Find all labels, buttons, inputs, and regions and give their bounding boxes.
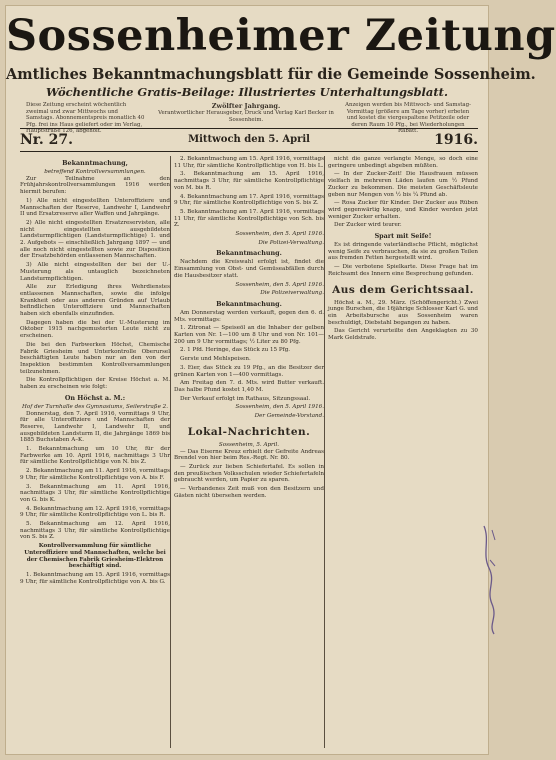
paragraph: — Zurück zur lieben Schiefertafel. Es sollen in den preußischen Volksschulen wieder Schiefertafeln gebraucht werden, um Papier zu sparen. [174,463,324,484]
paragraph: Das Gericht verurteilte den Angeklagten zu 30 Mark Geldstrafe. [328,328,478,342]
paragraph: 3. Eier, das Stück zu 19 Pfg., an die Besitzer der grünen Karten von 1—400 vormittags. [174,364,324,378]
issue-number: Nr. 27. [20,132,73,148]
paragraph: — Verbandenes Zeit muß von den Besitzern und Gästen nicht übersehen werden. [174,486,324,499]
article-heading: Bekanntmachung. [216,299,282,308]
paragraph: 1. Zitronat — Speiseöl an die Inhaber der gelben Karten von Nr. 1—100 um 8 Uhr und von Nr. 101—200 um 9 Uhr vormittags; ½ Liter zu 80 Pfg. [174,325,324,345]
top-rule [20,128,478,129]
paragraph: 5. Bekanntmachung am 12. April 1916, nachmittags 3 Uhr, für sämtliche Kontrollpflichtige von S. bis Z. [20,521,170,541]
paragraph: nicht die ganze verlangte Menge, so doch eine geringere unbedingt abgeben müßten. [328,156,478,169]
paragraph: Gerste und Mehlspeisen. [180,356,251,363]
signature-authority: Die Polizei-Verwaltung. [258,239,324,246]
paragraph: Zur Teilnahme an den Frühjahrskontrollversammlungen 1916 werden hiermit berufen: [20,175,170,196]
newspaper-page [6,6,556,754]
paragraph-bold: Kontrollversammlung für sämtliche Unteroffiziere und Mannschaften, welche bei der Chemischen Fabrik Griesheim-Elektron beschäftigt sind. [24,543,166,570]
paragraph: Am Freitag den 7. d. Mts. wird Butter verkauft. Das halbe Pfund kostet 1,40 M. [174,380,324,393]
paragraph: 1) Alle nicht eingestellten Unteroffiziere und Mannschaften der Reserve, Landwehr I, Landwehr II und Ersatzreserve aller Waffen und Jahrgänge. [20,197,170,218]
subtitle: Amtliches Bekanntmachungsblatt für die Gemeinde Sossenheim. [6,66,536,83]
paragraph: 4. Bekanntmachung am 17. April 1916, vormittags 9 Uhr, für sämtliche Kontrollpflichtige von S. bis Z. [174,193,324,207]
paragraph: 2. Bekanntmachung am 15. April 1916, vormittags 11 Uhr, für sämtliche Kontrollpflichtige von H. bis L. [174,156,324,169]
paragraph: 3. Bekanntmachung am 11. April 1916, nachmittags 3 Uhr, für sämtliche Kontrollpflichtige von G. bis K. [20,483,170,503]
paragraph: — Die verbotene Spielkarte. Diese Frage hat im Reichsamt des Innern eine Besprechung gefunden. [328,264,478,277]
article-heading: Spart mit Seife! [374,232,432,241]
paragraph: 1. Bekanntmachung um 10 Uhr, für der Farbwerke am 10. April 1916, nachmittags 3 Uhr für sämtliche Kontrollpflichtige von N. bis Z. [20,446,170,466]
paragraph: 2. Bekanntmachung am 11. April 1916, vormittags 9 Uhr, für sämtliche Kontrollpflichtige von A. bis F. [20,468,170,481]
paragraph: 2) Alle nicht eingestellten Ersatzreservisten, alle nicht eingestellten ausgebildeten Landsturmpflichtigen (Landsturmpflichtige) 1. und 2. Aufgebots — einschließlich Jahrgang 1897 — und alle noch nicht eingestellten sowie zur Disposition der Ersatzbehörden entlassenen Mannschaften. [20,219,170,260]
paragraph: Nachdem die Kreiswahl erfolgt ist, findet die Einsammlung von Obst- und Gemüseabfällen durch die Hausbesitzer statt. [174,259,324,279]
bottom-rule [20,151,478,152]
paragraph: — Rosa Zucker für Kinder. Der Zucker aus Rüben wird gegenwärtig knapp, und Kinder werden jetzt weniger Zucker erhalten. [328,200,478,220]
article-subheading: betreffend Kontrollversammlungen. [44,169,146,175]
signature-date: Sossenheim, den 5. April 1916. [235,281,324,288]
dateline [20,131,478,149]
paragraph: — In der Zucker-Zeit! Die Hausfrauen müssen vielfach in mehreren Läden laufen um ½ Pfund Zucker zu bekommen. Die meisten Geschäftsleute geben nur Mengen von ½ bis ¼ Pfund ab. [328,171,478,198]
section-heading-court: Aus dem Gerichtssaal. [332,283,474,296]
signature-date: Sossenheim, den 5. April 1916. [235,404,324,411]
paragraph: Die Kontrollpflichtigen der Kreise Höchst a. M. haben zu erscheinen wie folgt: [20,377,170,391]
paragraph: Die bei den Farbwerken Höchst, Chemische Fabrik Griesheim und Unterkontrolle Oberursel beschäftigten Leute haben nur an den von der Inspektion bestimmten Kontrollversammlungen teilzunehmen. [20,341,170,375]
column-divider [324,156,325,748]
paragraph: Am Donnerstag werden verkauft, gegen den 6. d. Mts. vormittags: [174,309,324,323]
issue-year: 1916. [434,132,478,148]
paragraph: 3) Alle nicht eingestellten der bei der U.-Musterung als untauglich bezeichneten Landsturmpflichtigen. [20,262,170,282]
masthead: Sossenheimer Zeitung [6,11,556,61]
paragraph: Es ist dringende vaterländische Pflicht, möglichst wenig Seife zu verbrauchen, da sie zu großen Teilen aus fremden Fetten hergestellt wird. [328,242,478,262]
signature-authority: Die Polizeiverwaltung. [260,290,324,297]
signature-date: Sossenheim, den 5. April 1916. [235,231,324,238]
publisher-info [158,102,334,123]
publisher-line: Verantwortlicher Herausgeber, Druck und Verlag Karl Becker in Sossenheim. [158,110,334,123]
paragraph: Höchst a. M., 29. März. (Schöffengericht.) Zwei junge Burschen, die 16jährige Schlosser Karl G. und ein Arbeitsbursche aus Sossenheim waren beschuldigt, Diebstahl begangen zu haben. [328,299,478,326]
paragraph: 3. Bekanntmachung am 15. April 1916, nachmittags 3 Uhr, für sämtliche Kontrollpflichtige von M. bis R. [174,171,324,191]
issue-date: Mittwoch den 5. April [188,134,310,145]
advert-info: Anzeigen werden bis Mittwoch- und Samstag-Vormittag (größere am Tage vorher) erbeten und kostet die viergespaltene Petitzeile oder deren Raum 10 Pfg., bei Wiederholungen Rabatt. [345,102,471,135]
paragraph: 2. 1 Pfd. Heringe, das Stück zu 15 Pfg. [180,347,291,354]
section-heading: On Höchst a. M.: [64,393,126,402]
section-dateline: Sossenheim, 5. April. [218,441,280,448]
handwritten-margin-mark [480,520,500,640]
article-heading: Bekanntmachung, [62,159,128,167]
paragraph: 5. Bekanntmachung am 17. April 1916, vormittags 11 Uhr, für sämtliche Kontrollpflichtige von Sch. bis Z. [174,208,324,229]
column-1 [20,156,170,748]
section-subheading: Hof der Turnhalle des Gymnasiums, Seilerstraße 2. [21,403,169,410]
paragraph: — Das Eiserne Kreuz erhielt der Gefreite Andreas Brendel von hier beim Res.-Regt. Nr. 80. [174,448,324,462]
paragraph: Der Verkauf erfolgt im Rathaus, Sitzungssaal. [180,395,311,402]
article-heading: Bekanntmachung. [216,249,282,258]
supplement-line: Wöchentliche Gratis-Beilage: Illustriertes Unterhaltungsblatt. [46,85,448,99]
paragraph: Alle zur Erledigung ihres Wehrdienstes entlassenen Mannschaften, sowie die infolge Krankheit oder aus anderen Gründen auf Urlaub befindlichen Unteroffiziere und Mannschaften haben sich ebenfalls einzufinden. [20,284,170,318]
signature-authority: Der Gemeinde-Vorstand. [254,413,324,420]
column-divider [170,156,171,748]
paragraph: 4. Bekanntmachung am 12. April 1916, vormittags 9 Uhr, für sämtliche Kontrollpflichtige von L. bis R. [20,505,170,519]
subscription-info: Diese Zeitung erscheint wöchentlich zweimal und zwar Mittwochs und Samstags. Abonnementspreis monatlich 40 Pfg. frei ins Haus geliefert oder im Verlag, Hauptstraße 126, abgeholt. [26,102,145,135]
paragraph: Dagegen haben die bei der U.-Musterung im Oktober 1915 nachgemusterten Leute nicht zu erscheinen. [20,319,170,340]
column-2 [174,156,324,748]
column-3 [328,156,478,748]
paragraph: 1. Bekanntmachung am 15. April 1916, vormittags 9 Uhr, für sämtliche Kontrollpflichtige von A. bis G. [20,571,170,585]
paragraph: Der Zucker wird teurer. [334,222,402,229]
volume-year: Zwölfter Jahrgang. [211,102,281,110]
section-heading-local-news: Lokal-Nachrichten. [187,425,311,438]
paragraph: Donnerstag, den 7. April 1916, vormittags 9 Uhr, für alle Unteroffiziere und Mannschaften der Reserve, Landwehr I, Landwehr II, und ausgebildeten Landsturm II, die Jahrgänge 1869 bis 1885 Buchstaben A–K. [20,410,170,444]
